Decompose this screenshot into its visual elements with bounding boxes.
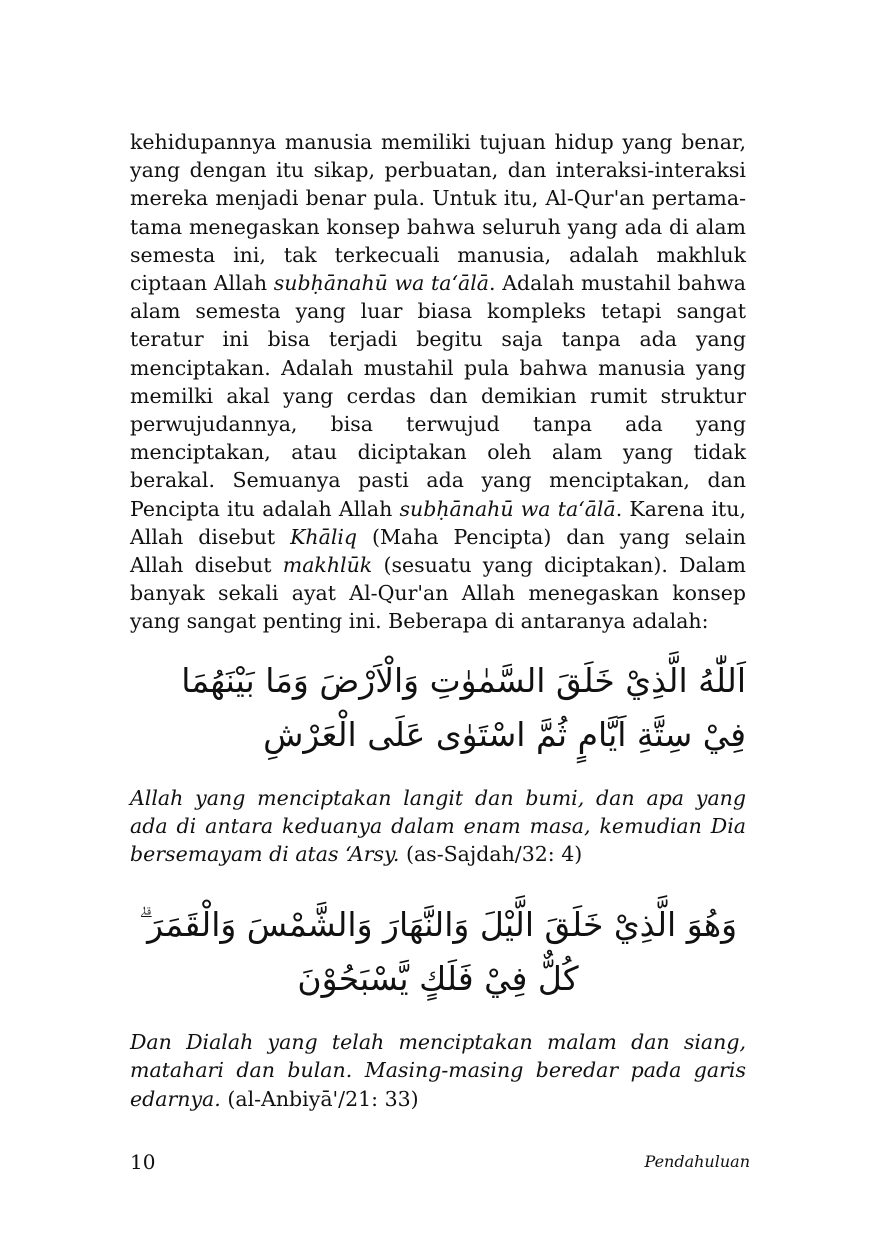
paragraph-text: (Maha Pencipta) dan yang selain Allah disebut	[130, 524, 746, 578]
paragraph-text: kehidupannya manusia memiliki tujuan hidup yang benar, yang dengan itu sikap, perbuatan, dan interaksi-interaksi mereka menjadi benar pula. Untuk itu, Al-Qur'an pertama-tama menegaskan konsep bahwa seluruh yang ada di alam semesta ini, tak terkecuali manusia, adalah makhluk ciptaan Allah	[130, 130, 746, 296]
paragraph-italic-term: makhlūk	[282, 553, 373, 578]
paragraph-text: . Adalah mustahil bahwa alam semesta yang luar biasa kompleks tetapi sangat teratur ini bisa terjadi begitu saja tanpa ada yang menciptakan. Adalah mustahil pula bahwa manusia yang memilki akal yang cerdas dan demikian rumit struktur perwujudannya, bisa terwujud tanpa ada yang menciptakan, atau diciptakan oleh alam yang tidak berakal. Semuanya pasti ada yang menciptakan, dan Pencipta itu adalah Allah	[130, 271, 746, 521]
paragraph-text: . Karena itu, Allah disebut	[130, 496, 746, 549]
body-paragraph	[130, 128, 746, 636]
running-footer-title: Pendahuluan	[644, 1152, 750, 1171]
verse-2-translation: Dan Dialah yang telah menciptakan malam dan siang, matahari dan bulan. Masing-masing beredar pada garis edarnya.	[130, 1030, 746, 1111]
paragraph-text: (sesuatu yang diciptakan). Dalam banyak sekali ayat Al-Qur'an Allah menegaskan konsep yang sangat penting ini. Beberapa di antaranya adalah:	[130, 553, 746, 634]
arabic-verse-2: وَهُوَ الَّذِيْ خَلَقَ الَّيْلَ وَالنَّهَارَ وَالشَّمْسَ وَالْقَمَرَ ۗ كُلٌّ فِيْ فَلَكٍ يَّسْبَحُوْنَ	[138, 905, 738, 999]
arabic-verse-1: اَللّٰهُ الَّذِيْ خَلَقَ السَّمٰوٰتِ وَالْاَرْضَ وَمَا بَيْنَهُمَا فِيْ سِتَّةِ اَيَّامٍ ثُمَّ اسْتَوٰى عَلَى الْعَرْشِ	[181, 660, 746, 754]
verse-1-translation: Allah yang menciptakan langit dan bumi, dan apa yang ada di antara keduanya dalam enam masa, kemudian Dia bersemayam di atas ‘Arsy.	[130, 785, 746, 867]
paragraph-italic-term: Khāliq	[290, 524, 358, 549]
verse-1-reference: (as-Sajdah/32: 4)	[405, 842, 583, 867]
verse-2-reference: (al-Anbiyā'/21: 33)	[227, 1086, 419, 1111]
verse-1-translation-block	[130, 784, 746, 869]
paragraph-italic-term: subḥānahū wa ta‘ālā	[273, 271, 490, 296]
page-number: 10	[130, 1150, 156, 1174]
verse-2-translation-block	[130, 1028, 746, 1113]
page-content	[130, 128, 746, 1113]
paragraph-italic-term: subḥānahū wa ta‘ālā	[399, 496, 616, 521]
